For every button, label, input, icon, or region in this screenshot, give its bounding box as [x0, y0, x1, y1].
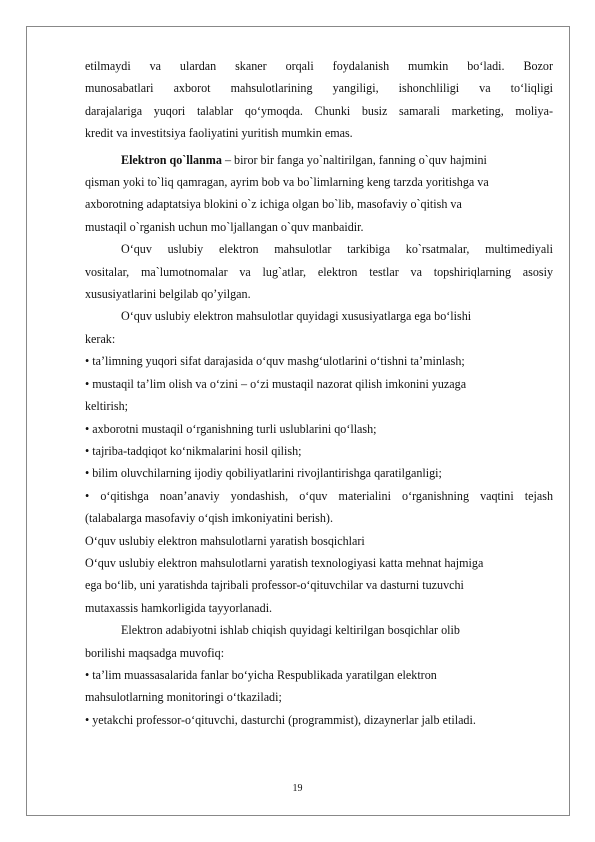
text-line: borilishi maqsadga muvofiq:: [85, 645, 225, 660]
list-item-cont: mahsulotlarning monitoringi o‘tkaziladi;: [85, 690, 282, 705]
page-number: 19: [292, 783, 303, 794]
text-line: munosabatlari axborot mahsulotlarining yangiligi, ishonchliligi va to‘liqligi: [85, 81, 553, 96]
text-line: kredit va investitsiya faoliyatini yuritish mumkin emas.: [85, 126, 353, 141]
list-item: • o‘qitishga noan’anaviy yondashish, o‘quv materialini o‘rganishning vaqtini tejash: [85, 488, 553, 503]
text-line: O‘quv uslubiy elektron mahsulotlar tarkibiga ko`rsatmalar, multimediyali: [121, 242, 553, 257]
text-line: xususiyatlarini belgilab qo’yilgan.: [85, 287, 251, 302]
text-line: mutaxassis hamkorligida tayyorlanadi.: [85, 600, 273, 615]
section-heading: O‘quv uslubiy elektron mahsulotlarni yaratish bosqichlari: [85, 533, 365, 548]
list-item-cont: keltirish;: [85, 399, 128, 414]
text-line: ega bo‘lib, uni yaratishda tajribali professor-o‘qituvchilar va dasturni tuzuvchi: [85, 578, 464, 593]
text-line: vositalar, ma`lumotnomalar va lug`atlar, elektron testlar va topshiriqlarning asosiy: [85, 264, 553, 279]
text-line: mustaqil o`rganish uchun mo`ljallangan o`quv manbaidir.: [85, 219, 364, 234]
definition-line: [85, 149, 553, 171]
text-line: Elektron adabiyotni ishlab chiqish quyidagi keltirilgan bosqichlar olib: [121, 623, 460, 638]
text-line: axborotning adaptatsiya blokini o`z ichiga olgan bo`lib, masofaviy o`qitish va: [85, 197, 462, 212]
list-item-cont: (talabalarga masofaviy o‘qish imkoniyatini berish).: [85, 511, 333, 526]
definition-term: Elektron qo`llanma: [121, 152, 222, 167]
list-item: • axborotni mustaqil o‘rganishning turli uslublarini qo‘llash;: [85, 421, 377, 436]
list-item: • bilim oluvchilarning ijodiy qobiliyatlarini rivojlantirishga qaratilganligi;: [85, 466, 442, 481]
list-item: • yetakchi professor-o‘qituvchi, dasturchi (programmist), dizaynerlar jalb etiladi.: [85, 712, 476, 727]
text-line: qisman yoki to`liq qamragan, ayrim bob va bo`limlarning keng tarzda yoritishga va: [85, 175, 489, 190]
list-item: • ta’limning yuqori sifat darajasida o‘quv mashg‘ulotlarini o‘tishni ta’minlash;: [85, 354, 465, 369]
definition-text: – biror bir fanga yo`naltirilgan, fanning o`quv hajmini: [221, 152, 487, 167]
list-item: • ta’lim muassasalarida fanlar bo‘yicha Respublikada yaratilgan elektron: [85, 667, 437, 682]
text-line: kerak:: [85, 331, 116, 346]
text-line: O‘quv uslubiy elektron mahsulotlarni yaratish texnologiyasi katta mehnat hajmiga: [85, 555, 484, 570]
text-line: etilmaydi va ulardan skaner orqali foydalanish mumkin bo‘ladi. Bozor: [85, 59, 553, 73]
list-item: • mustaqil ta’lim olish va o‘zini – o‘zi mustaqil nazorat qilish imkonini yuzaga: [85, 376, 467, 391]
list-item: • tajriba-tadqiqot ko‘nikmalarini hosil qilish;: [85, 443, 302, 458]
document-body: [85, 55, 553, 731]
text-line: O‘quv uslubiy elektron mahsulotlar quyidagi xususiyatlarga ega bo‘lishi: [121, 309, 472, 324]
text-line: darajalariga yuqori talablar qo‘ymoqda. Chunki busiz samarali marketing, moliya-: [85, 103, 553, 118]
